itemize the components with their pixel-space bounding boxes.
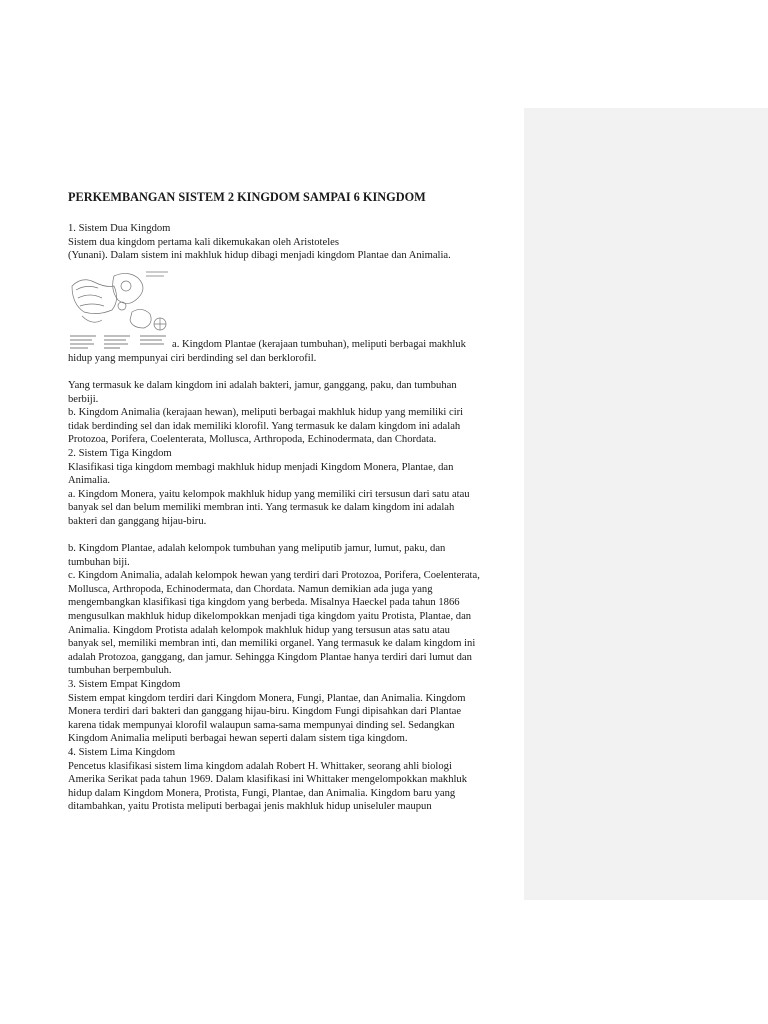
paragraph-line: Klasifikasi tiga kingdom membagi makhluk hidup menjadi Kingdom Monera, Plantae, dan bbox=[68, 461, 454, 473]
paragraph-line: b. Kingdom Animalia (kerajaan hewan), meliputi berbagai makhluk hidup yang memiliki ciri bbox=[68, 407, 464, 419]
paragraph-line: karena tidak mempunyai klorofil walaupun sama-sama mempunyai dinding sel. Sedangkan bbox=[68, 719, 455, 731]
paragraph-line: banyak sel dan belum memiliki membran inti. Yang termasuk ke dalam kingdom ini adalah bbox=[68, 502, 455, 514]
paragraph-line: Sistem empat kingdom terdiri dari Kingdom Monera, Fungi, Plantae, dan Animalia. Kingdom bbox=[68, 692, 466, 704]
paragraph-line: hidup dalam Kingdom Monera, Protista, Fungi, Plantae, dan Animalia. Kingdom baru yang bbox=[68, 787, 456, 799]
paragraph-line: a. Kingdom Monera, yaitu kelompok makhluk hidup yang memiliki ciri tersusun dari satu atau bbox=[68, 488, 470, 500]
paragraph-line: Amerika Serikat pada tahun 1969. Dalam klasifikasi ini Whittaker mengelompokkan makhluk bbox=[68, 774, 468, 786]
paragraph-line: Pencetus klasifikasi sistem lima kingdom adalah Robert H. Whittaker, seorang ahli biologi bbox=[68, 760, 452, 772]
paragraph-line: c. Kingdom Animalia, adalah kelompok hewan yang terdiri dari Protozoa, Porifera, Coelenterata, bbox=[68, 570, 480, 582]
page-title: PERKEMBANGAN SISTEM 2 KINGDOM SAMPAI 6 KINGDOM bbox=[68, 190, 426, 204]
comment-pane bbox=[524, 108, 768, 900]
paragraph-line: hidup yang mempunyai ciri berdinding sel dan berklorofil. bbox=[68, 352, 317, 364]
paragraph-line: Kingdom Animalia meliputi berbagai hewan seperti dalam sistem tiga kingdom. bbox=[68, 733, 408, 745]
paragraph-line: tumbuhan biji. bbox=[68, 556, 130, 568]
paragraph-line: Sistem dua kingdom pertama kali dikemukakan oleh Aristoteles bbox=[68, 236, 339, 248]
paragraph-line: ditambahkan, yaitu Protista meliputi berbagai jenis makhluk hidup uniseluler maupun bbox=[68, 801, 432, 813]
cell-diagram-illustration bbox=[68, 266, 172, 352]
section-heading: 2. Sistem Tiga Kingdom bbox=[68, 447, 172, 459]
paragraph-line: Monera terdiri dari bakteri dan ganggang hijau-biru. Kingdom Fungi dipisahkan dari Plantae bbox=[68, 706, 462, 718]
paragraph-line: mengusulkan makhluk hidup dikelompokkan menjadi tiga kingdom yaitu Protista, Plantae, dan bbox=[68, 611, 472, 623]
paragraph-line: Mollusca, Arthropoda, Echinodermata, dan Chordata. Namun demikian ada juga yang bbox=[68, 583, 433, 595]
figure-caption: a. Kingdom Plantae (kerajaan tumbuhan), meliputi berbagai makhluk bbox=[172, 339, 466, 351]
paragraph-line: tidak berdinding sel dan idak memiliki klorofil. Yang termasuk ke dalam kingdom ini adalah bbox=[68, 420, 461, 432]
paragraph-line: Animalia. bbox=[68, 475, 111, 487]
paragraph-line: Animalia. Kingdom Protista adalah kelompok makhluk hidup yang tersusun atas satu atau bbox=[68, 624, 450, 636]
paragraph-line: tumbuhan berpembuluh. bbox=[68, 665, 172, 677]
paragraph-line: (Yunani). Dalam sistem ini makhluk hidup dibagi menjadi kingdom Plantae dan Animalia. bbox=[68, 250, 451, 262]
document-body bbox=[68, 190, 508, 814]
paragraph-line: adalah Protozoa, ganggang, dan jamur. Sehingga Kingdom Plantae hanya terdiri dari lumut dan bbox=[68, 651, 472, 663]
figure-row bbox=[68, 263, 508, 352]
paragraph-line: b. Kingdom Plantae, adalah kelompok tumbuhan yang meliputib jamur, lumut, paku, dan bbox=[68, 543, 446, 555]
paragraph-line: Protozoa, Porifera, Coelenterata, Mollusca, Arthropoda, Echinodermata, dan Chordata. bbox=[68, 434, 437, 446]
paragraph-line: Yang termasuk ke dalam kingdom ini adalah bakteri, jamur, ganggang, paku, dan tumbuhan bbox=[68, 379, 457, 391]
paragraph-line: bakteri dan ganggang hijau-biru. bbox=[68, 515, 207, 527]
section-heading: 4. Sistem Lima Kingdom bbox=[68, 747, 176, 758]
paragraph-line: berbiji. bbox=[68, 393, 99, 405]
paragraph-line: banyak sel, memiliki membran inti, dan memiliki organel. Yang termasuk ke dalam kingdom ini bbox=[68, 638, 476, 650]
paragraph-line: 1. Sistem Dua Kingdom bbox=[68, 223, 171, 234]
paragraph-line: mengembangkan klasifikasi tiga kingdom yang berbeda. Misalnya Haeckel pada tahun 1866 bbox=[68, 597, 460, 609]
section-heading: 3. Sistem Empat Kingdom bbox=[68, 679, 181, 691]
